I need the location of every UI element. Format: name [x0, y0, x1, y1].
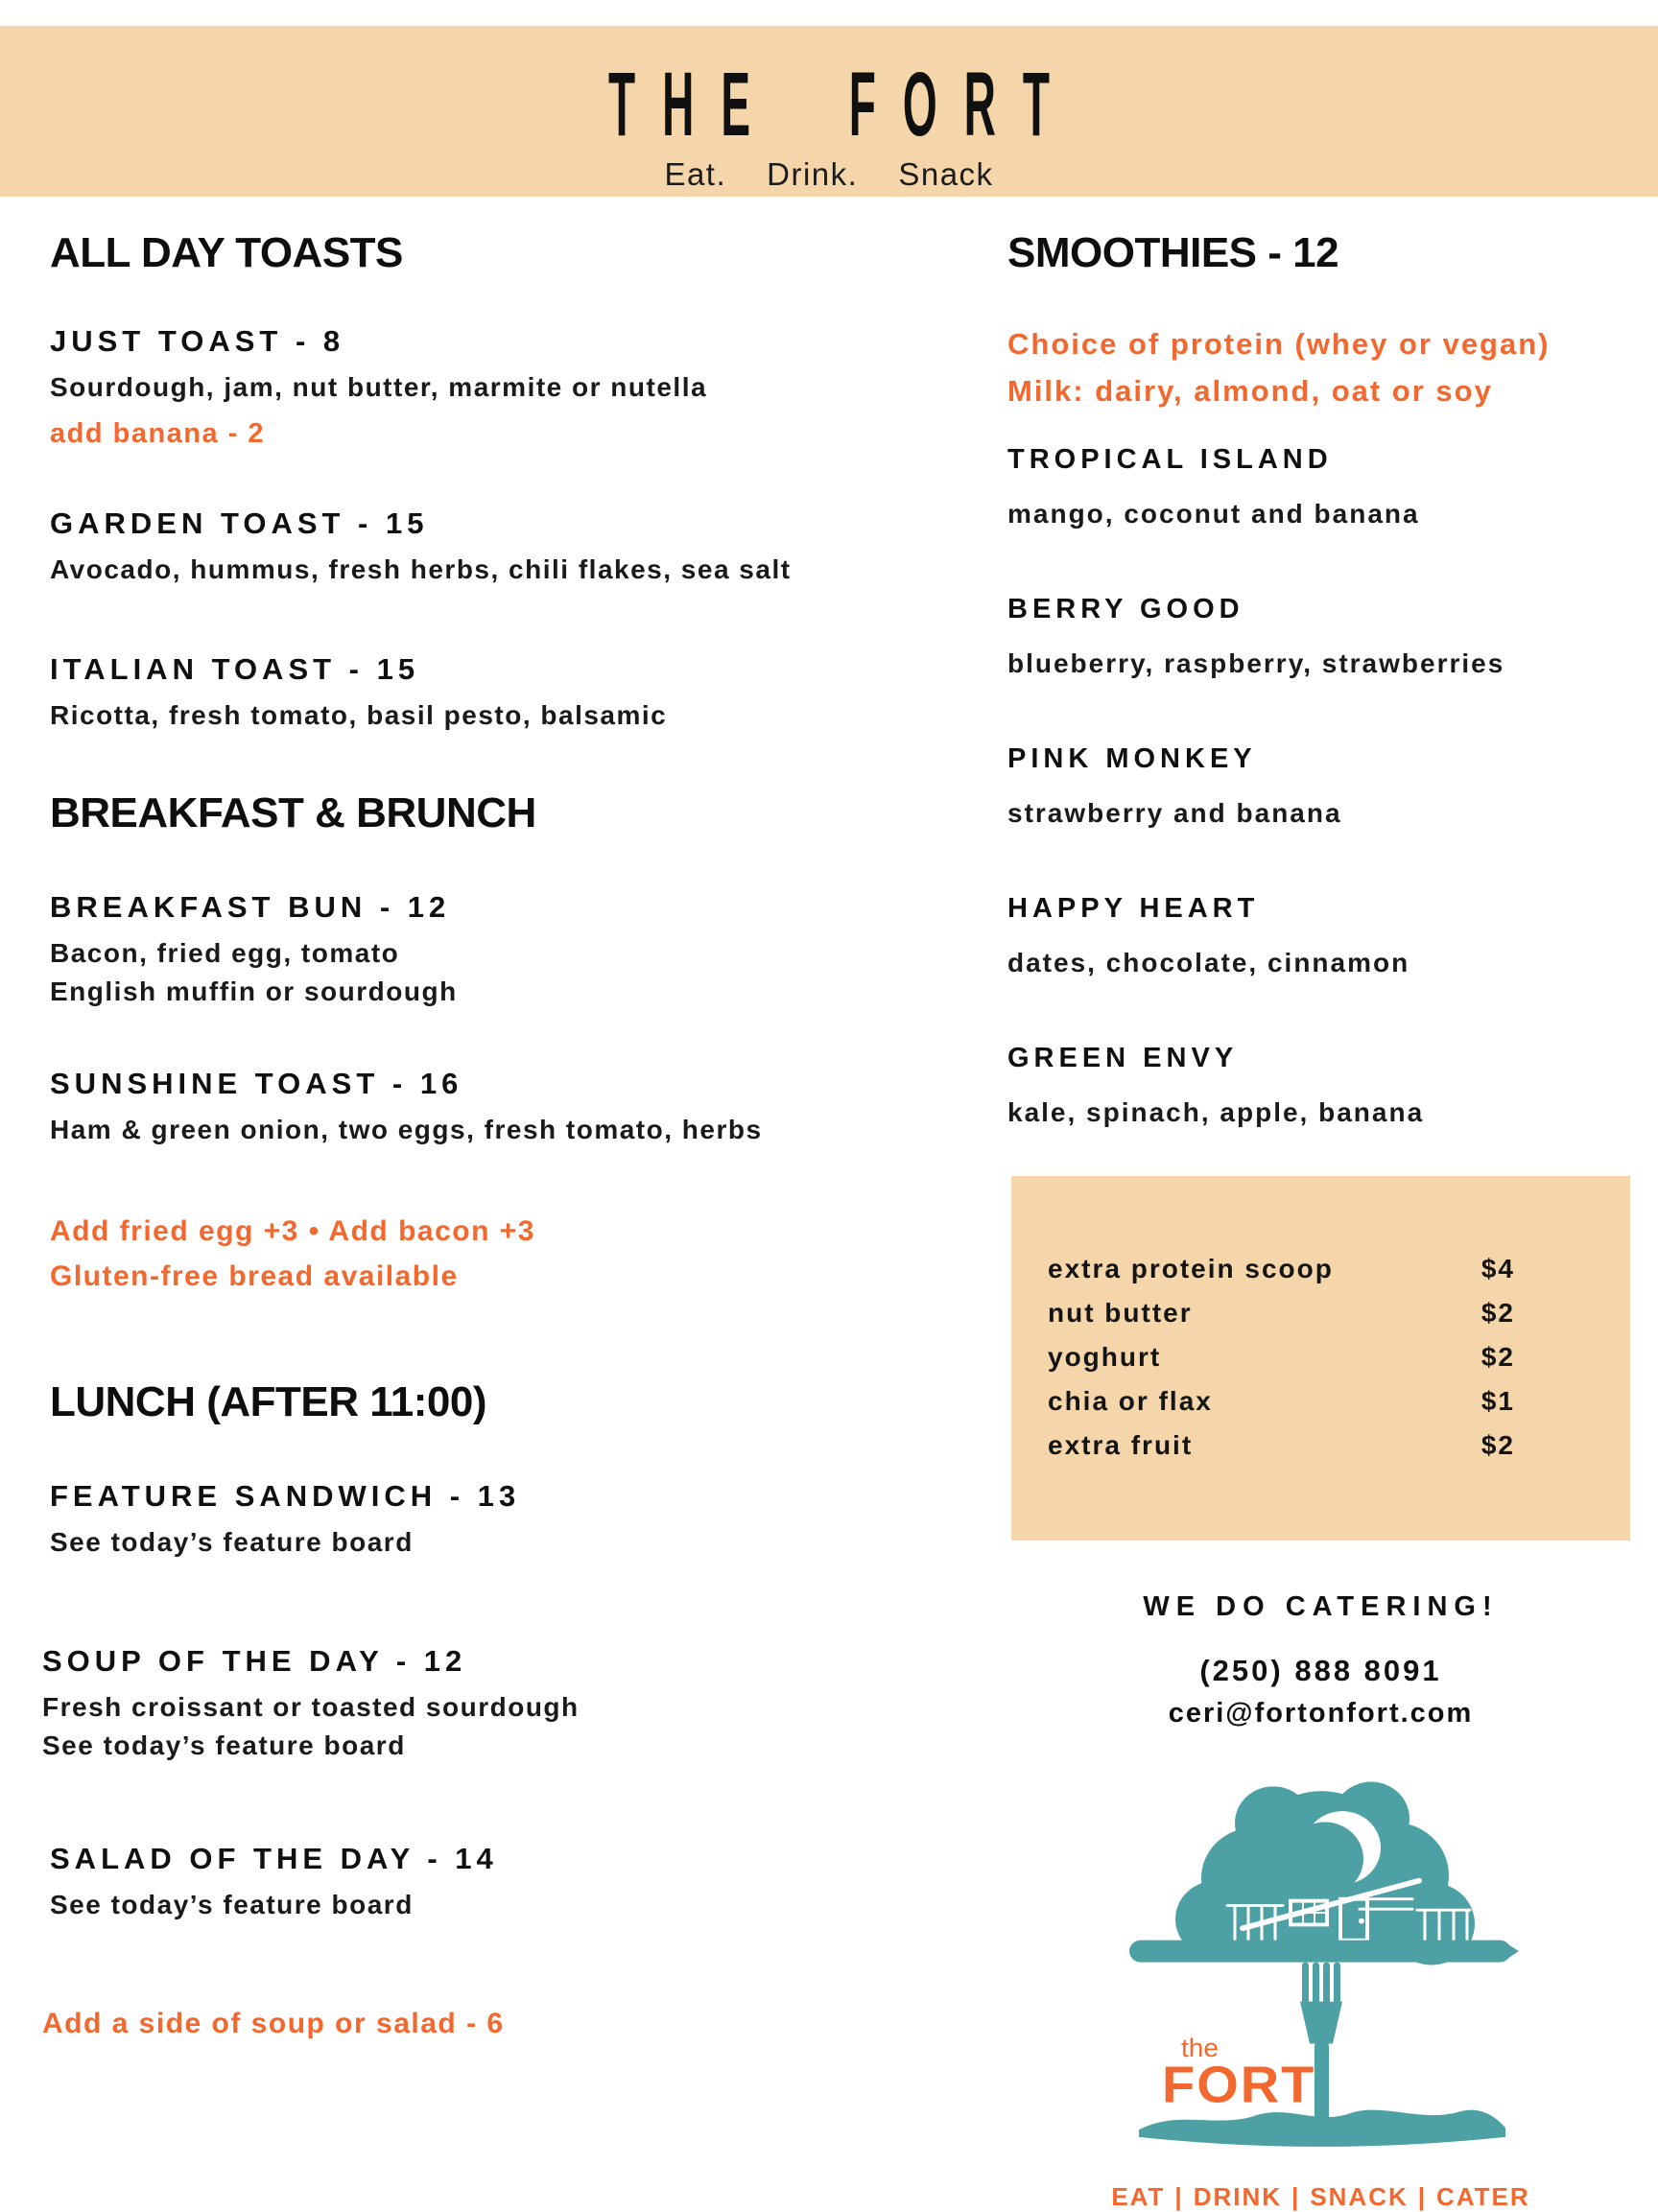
- header-band: [0, 26, 1658, 197]
- extra-row-extra-fruit: [1048, 1424, 1515, 1468]
- note-line: Add a side of soup or salad - 6: [42, 2008, 505, 2039]
- catering-heading: WE DO CATERING!: [1143, 1591, 1499, 1622]
- item-name: SOUP OF THE DAY - 12: [42, 1644, 467, 1678]
- smoothie-happy-heart: [1007, 892, 1641, 978]
- tagline-separator: |: [1174, 2182, 1184, 2211]
- smoothie-berry-good: [1007, 593, 1641, 679]
- left-column: [42, 229, 971, 2046]
- restaurant-name: THE FORT: [608, 52, 1077, 155]
- menu-item-breakfast-bun: [50, 890, 971, 1011]
- menu-item-garden-toast: [50, 506, 971, 589]
- menu-item-soup-of-the-day: [42, 1644, 971, 1765]
- catering-block: [1011, 1590, 1630, 1730]
- section-heading-lunch: LUNCH (AFTER 11:00): [50, 1378, 486, 1425]
- section-heading-smoothies: SMOOTHIES - 12: [1007, 229, 1339, 276]
- catering-phone: (250) 888 8091: [1199, 1654, 1442, 1687]
- tagline-word-drink: Drink.: [767, 156, 859, 192]
- item-description: Fresh croissant or toasted sourdough: [42, 1692, 580, 1722]
- lunch-side-note: [42, 2001, 971, 2046]
- smoothie-green-envy: [1007, 1042, 1641, 1128]
- catering-email: ceri@fortonfort.com: [1168, 1698, 1474, 1729]
- smoothie-name: PINK MONKEY: [1007, 743, 1257, 774]
- smoothie-pink-monkey: [1007, 742, 1641, 829]
- tagline-separator: |: [1417, 2182, 1428, 2211]
- logo-tagline-word: DRINK: [1193, 2182, 1283, 2211]
- extra-label: extra fruit: [1048, 1430, 1194, 1460]
- tagline-separator: |: [1291, 2182, 1301, 2211]
- item-description: See today’s feature board: [50, 1527, 414, 1557]
- smoothie-description: dates, chocolate, cinnamon: [1007, 948, 1410, 977]
- extra-label: yoghurt: [1048, 1342, 1162, 1372]
- item-description: Bacon, fried egg, tomato: [50, 938, 400, 968]
- menu-item-just-toast: [50, 324, 971, 453]
- smoothie-description: blueberry, raspberry, strawberries: [1007, 648, 1505, 678]
- item-name: GARDEN TOAST - 15: [50, 506, 429, 540]
- logo-word-the: the: [1180, 2033, 1219, 2062]
- intro-line: Choice of protein (whey or vegan): [1007, 327, 1551, 361]
- extra-row-protein-scoop: [1048, 1247, 1515, 1291]
- extra-row-yoghurt: [1048, 1335, 1515, 1379]
- fort-treehouse-logo-icon: [1120, 1773, 1523, 2176]
- item-note: add banana - 2: [50, 418, 266, 449]
- logo: [1011, 1773, 1630, 2212]
- smoothie-name: GREEN ENVY: [1007, 1043, 1239, 1073]
- smoothie-description: strawberry and banana: [1007, 798, 1342, 828]
- menu-item-salad-of-the-day: [50, 1842, 971, 1924]
- menu-item-feature-sandwich: [50, 1479, 971, 1562]
- smoothie-name: HAPPY HEART: [1007, 893, 1260, 924]
- item-description: Sourdough, jam, nut butter, marmite or nutella: [50, 372, 708, 402]
- extra-price: $2: [1480, 1298, 1515, 1328]
- smoothies-intro-note: [1007, 320, 1641, 414]
- extra-label: chia or flax: [1048, 1386, 1213, 1416]
- item-name: FEATURE SANDWICH - 13: [50, 1479, 521, 1513]
- item-name: ITALIAN TOAST - 15: [50, 652, 420, 686]
- logo-tagline-word: CATER: [1436, 2182, 1530, 2211]
- item-description: English muffin or sourdough: [50, 977, 458, 1006]
- item-description: Ham & green onion, two eggs, fresh tomato, herbs: [50, 1115, 763, 1144]
- menu-item-italian-toast: [50, 652, 971, 735]
- section-heading-all-day-toasts: ALL DAY TOASTS: [50, 229, 403, 276]
- item-name: SUNSHINE TOAST - 16: [50, 1067, 463, 1100]
- extra-row-nut-butter: [1048, 1291, 1515, 1335]
- item-description: See today’s feature board: [50, 1890, 414, 1919]
- item-description: See today’s feature board: [42, 1730, 406, 1760]
- extra-price: $2: [1480, 1342, 1515, 1372]
- note-line: Add fried egg +3 • Add bacon +3: [50, 1215, 535, 1247]
- smoothie-name: BERRY GOOD: [1007, 594, 1244, 624]
- logo-tagline-word: EAT: [1111, 2182, 1166, 2211]
- smoothie-name: TROPICAL ISLAND: [1007, 444, 1333, 475]
- right-column: [1007, 230, 1641, 2212]
- extra-row-chia-flax: [1048, 1379, 1515, 1424]
- logo-tagline: [1011, 2182, 1630, 2212]
- smoothie-extras-box: [1011, 1176, 1630, 1541]
- extra-price: $4: [1480, 1254, 1515, 1283]
- extra-label: extra protein scoop: [1048, 1254, 1334, 1283]
- smoothie-tropical-island: [1007, 443, 1641, 529]
- note-line: Gluten-free bread available: [50, 1260, 459, 1292]
- section-heading-breakfast-brunch: BREAKFAST & BRUNCH: [50, 789, 536, 836]
- menu-item-sunshine-toast: [50, 1067, 971, 1149]
- extra-label: nut butter: [1048, 1298, 1193, 1328]
- logo-word-fort: FORT: [1161, 2055, 1315, 2114]
- logo-tagline-word: SNACK: [1310, 2182, 1409, 2211]
- tagline-word-eat: Eat.: [664, 156, 727, 192]
- intro-line: Milk: dairy, almond, oat or soy: [1007, 374, 1493, 408]
- item-description: Ricotta, fresh tomato, basil pesto, balsamic: [50, 700, 668, 730]
- breakfast-addons-note: [50, 1209, 971, 1299]
- tagline-word-snack: Snack: [898, 156, 994, 192]
- item-name: SALAD OF THE DAY - 14: [50, 1842, 498, 1875]
- item-name: JUST TOAST - 8: [50, 324, 345, 358]
- extra-price: $1: [1480, 1386, 1515, 1416]
- smoothie-description: mango, coconut and banana: [1007, 499, 1420, 529]
- smoothie-description: kale, spinach, apple, banana: [1007, 1097, 1425, 1127]
- item-description: Avocado, hummus, fresh herbs, chili flakes, sea salt: [50, 554, 792, 584]
- header-tagline: [0, 156, 1658, 193]
- extra-price: $2: [1480, 1430, 1515, 1460]
- item-name: BREAKFAST BUN - 12: [50, 890, 451, 924]
